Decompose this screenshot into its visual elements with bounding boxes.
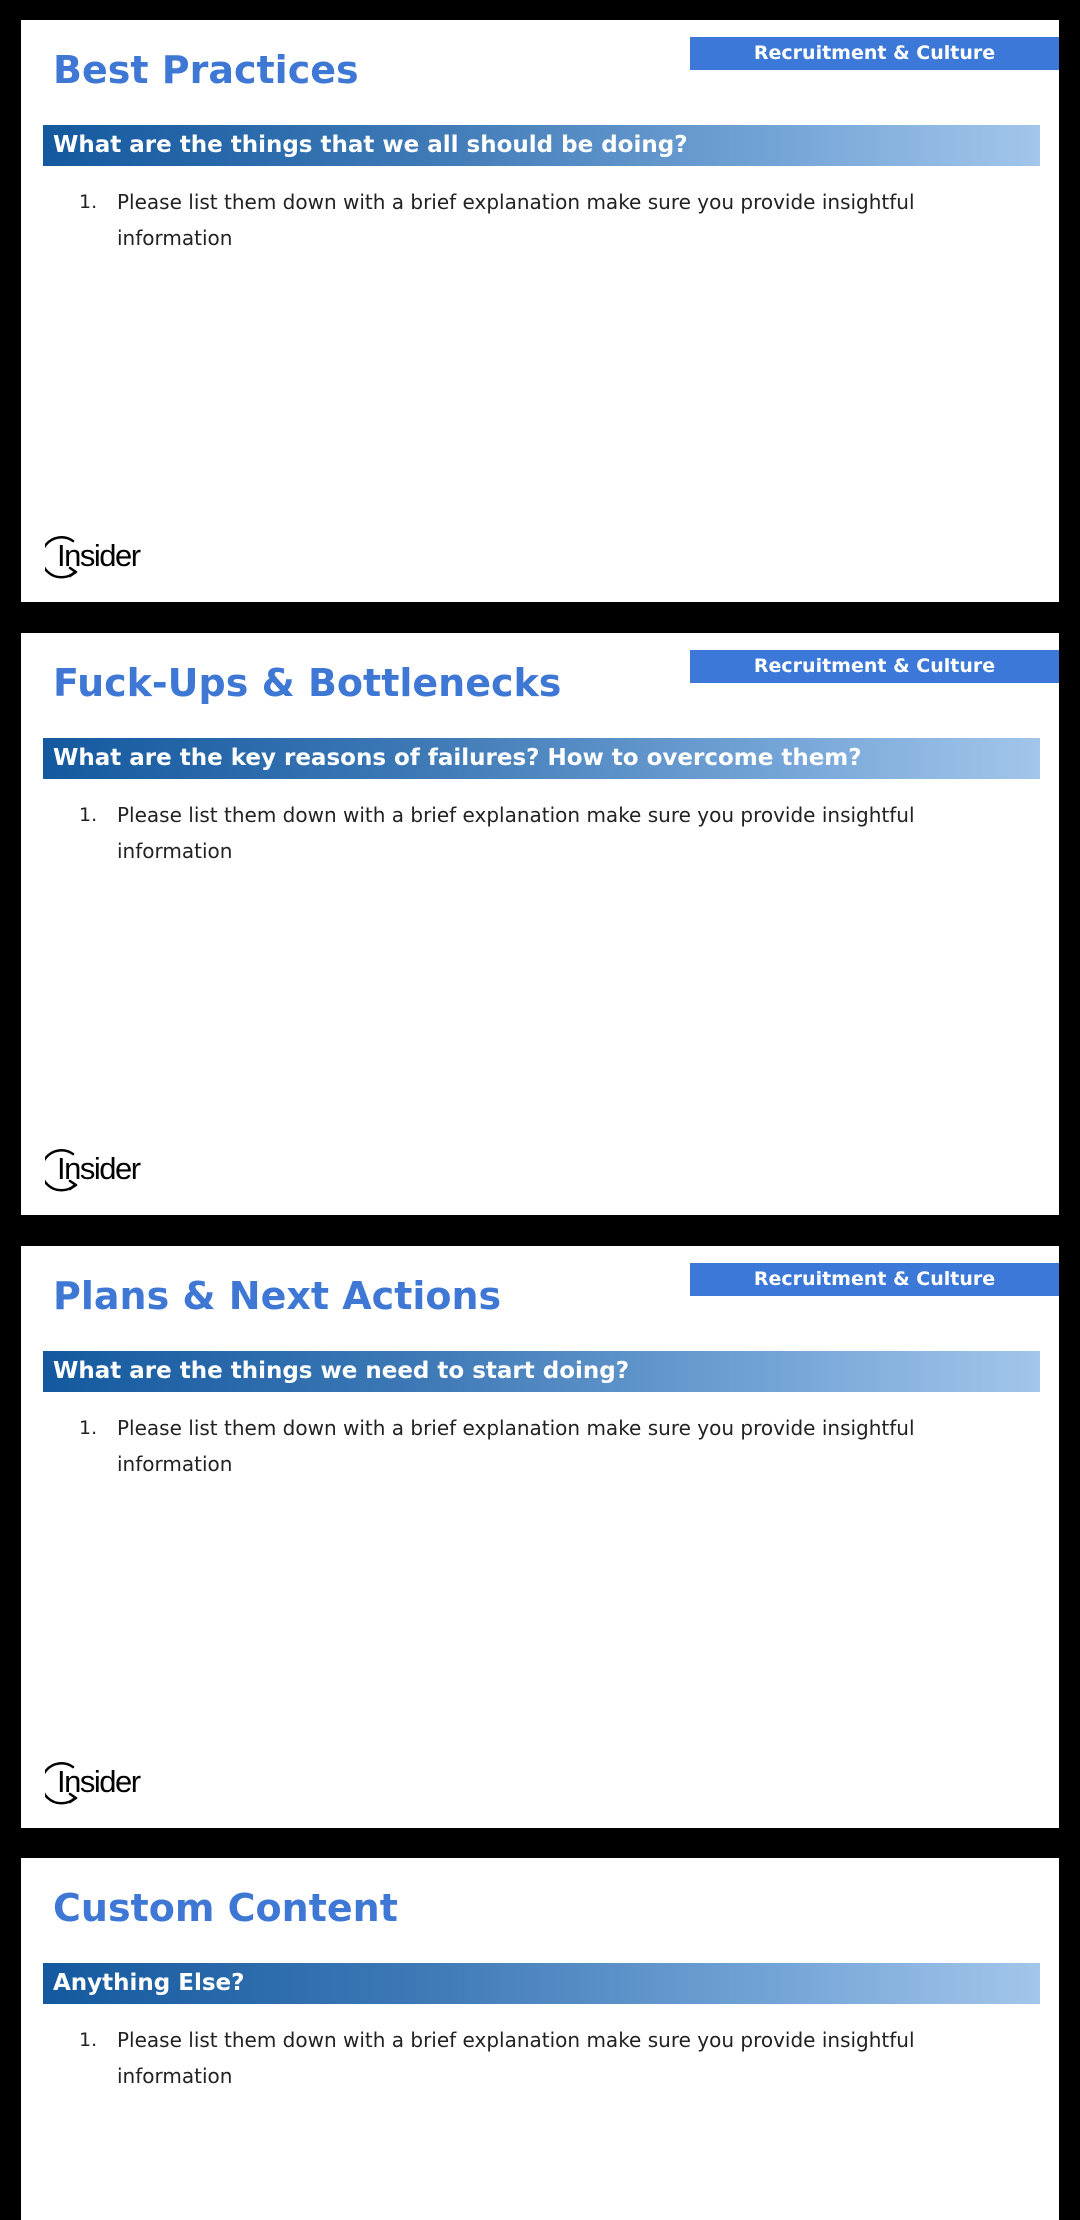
list-item xyxy=(79,797,979,869)
section-banner: What are the key reasons of failures? How to overcome them? xyxy=(43,738,1040,779)
slide-best-practices[interactable] xyxy=(21,20,1059,602)
bullet-list xyxy=(79,797,979,869)
category-tag: Recruitment & Culture xyxy=(690,37,1059,70)
slide-fuck-ups-bottlenecks[interactable] xyxy=(21,633,1059,1215)
slide-title: Best Practices xyxy=(53,48,359,92)
list-item xyxy=(79,1410,979,1482)
list-item xyxy=(79,184,979,256)
bullet-list xyxy=(79,1410,979,1482)
list-item-text: Please list them down with a brief explanation make sure you provide insightful information xyxy=(117,190,915,250)
list-number: 1. xyxy=(79,2029,98,2051)
list-number: 1. xyxy=(79,804,98,826)
slide-title: Fuck-Ups & Bottlenecks xyxy=(53,661,562,705)
list-item xyxy=(79,2022,979,2094)
slide-title: Custom Content xyxy=(53,1886,398,1930)
list-number: 1. xyxy=(79,1417,98,1439)
logo-wordmark: Insider xyxy=(57,538,140,573)
slide-title: Plans & Next Actions xyxy=(53,1274,502,1318)
section-banner: What are the things that we all should be doing? xyxy=(43,125,1040,166)
list-item-text: Please list them down with a brief explanation make sure you provide insightful information xyxy=(117,2028,915,2088)
insider-logo xyxy=(45,532,149,582)
bullet-list xyxy=(79,2022,979,2094)
section-banner: Anything Else? xyxy=(43,1963,1040,2004)
category-tag: Recruitment & Culture xyxy=(690,1263,1059,1296)
logo-wordmark: Insider xyxy=(57,1764,140,1799)
category-tag: Recruitment & Culture xyxy=(690,650,1059,683)
list-item-text: Please list them down with a brief explanation make sure you provide insightful information xyxy=(117,1416,915,1476)
section-banner: What are the things we need to start doing? xyxy=(43,1351,1040,1392)
bullet-list xyxy=(79,184,979,256)
insider-logo xyxy=(45,1758,149,1808)
list-item-text: Please list them down with a brief explanation make sure you provide insightful information xyxy=(117,803,915,863)
logo-wordmark: Insider xyxy=(57,1151,140,1186)
insider-logo xyxy=(45,1145,149,1195)
slide-plans-next-actions[interactable] xyxy=(21,1246,1059,1828)
slide-custom-content[interactable] xyxy=(21,1858,1059,2220)
list-number: 1. xyxy=(79,191,98,213)
